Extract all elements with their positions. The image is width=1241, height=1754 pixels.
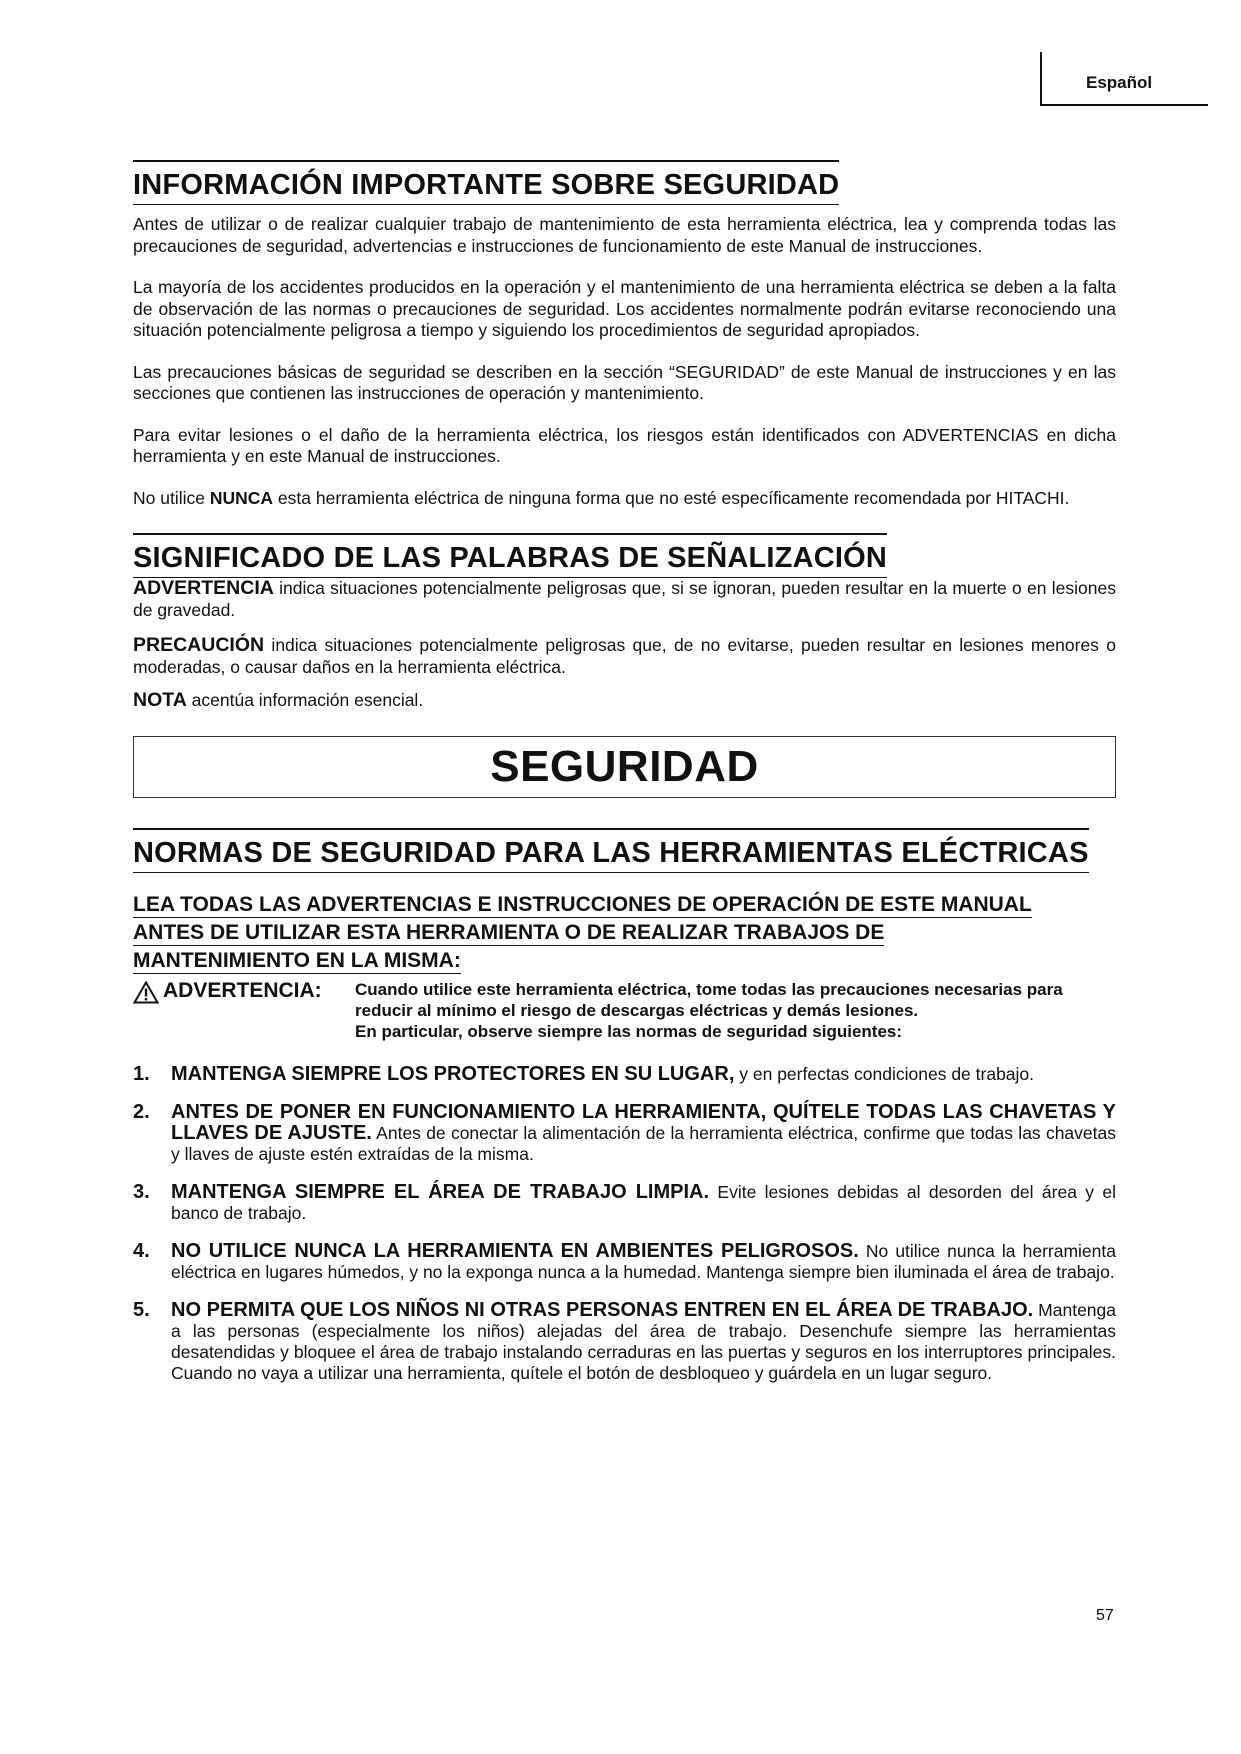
signal-item-nota: [133, 690, 1116, 712]
info-section-title: INFORMACIÓN IMPORTANTE SOBRE SEGURIDAD: [133, 160, 839, 205]
rule-text: Antes de conectar la alimentación de la herramienta eléctrica, confirme que todas las chavetas y llaves de ajuste estén extraídas de la misma.: [171, 1122, 1116, 1164]
rule-number: 5.: [133, 1298, 150, 1321]
signal-definition: indica situaciones potencialmente peligrosas que, si se ignoran, pueden resultar en la muerte o en lesiones de gravedad.: [133, 578, 1116, 620]
rule-lead: ANTES DE PONER EN FUNCIONAMIENTO LA HERRAMIENTA, QUÍTELE TODAS LAS CHAVETAS Y LLAVES DE AJUSTE.: [171, 1100, 1116, 1144]
list-item: [133, 1182, 1116, 1224]
rule-number: 2.: [133, 1100, 150, 1123]
rule-text: Mantenga a las personas (especialmente los niños) alejadas del área de trabajo. Desenchufe siempre las herramientas desatendidas y bloquee el área de trabajo instalando cerraduras en las puertas y seguros en los interruptores principales. Cuando no vaya a utilizar una herramienta, quítele el botón de desbloqueo y guárdela en un lugar seguro.: [171, 1299, 1116, 1383]
read-all-instructions: [133, 891, 1116, 975]
rule-lead: NO PERMITA QUE LOS NIÑOS NI OTRAS PERSONAS ENTREN EN EL ÁREA DE TRABAJO.: [171, 1298, 1034, 1321]
info-paragraph-last: [133, 488, 1116, 510]
list-item: [133, 1300, 1116, 1384]
text-fragment: No utilice: [133, 487, 210, 508]
text-fragment: esta herramienta eléctrica de ninguna forma que no esté específicamente recomendada por HITACHI.: [273, 487, 1070, 508]
read-all-line: LEA TODAS LAS ADVERTENCIAS E INSTRUCCIONES DE OPERACIÓN DE ESTE MANUAL: [133, 892, 1032, 916]
rule-lead: NO UTILICE NUNCA LA HERRAMIENTA EN AMBIENTES PELIGROSOS.: [171, 1239, 859, 1262]
list-item: [133, 1241, 1116, 1283]
rule-lead: MANTENGA SIEMPRE EL ÁREA DE TRABAJO LIMPIA.: [171, 1180, 710, 1203]
list-item: [133, 1102, 1116, 1165]
norms-section-title: NORMAS DE SEGURIDAD PARA LAS HERRAMIENTAS ELÉCTRICAS: [133, 828, 1089, 873]
info-section-body: [133, 214, 1116, 509]
emphasis-word: NUNCA: [209, 487, 274, 508]
signal-item-precaucion: [133, 635, 1116, 678]
rule-lead: MANTENGA SIEMPRE LOS PROTECTORES EN SU LUGAR,: [171, 1062, 735, 1085]
signal-word: PRECAUCIÓN: [133, 634, 265, 656]
warning-text: [355, 979, 1116, 1042]
rule-text: No utilice nunca la herramienta eléctrica en lugares húmedos, y no la exponga nunca a la humedad. Mantenga siempre bien iluminada el área de trabajo.: [171, 1240, 1116, 1282]
signal-definition: indica situaciones potencialmente peligrosas que, de no evitarse, pueden resultar en lesiones menores o moderadas, o causar daños en la herramienta eléctrica.: [133, 635, 1116, 677]
info-paragraph: Antes de utilizar o de realizar cualquier trabajo de mantenimiento de esta herramienta eléctrica, lea y comprenda todas las precauciones de seguridad, advertencias e instrucciones de funcionamiento de este Manual de instrucciones.: [133, 214, 1116, 256]
warning-triangle-icon: [133, 981, 159, 1004]
list-item: [133, 1064, 1116, 1085]
signal-section-title: SIGNIFICADO DE LAS PALABRAS DE SEÑALIZACIÓN: [133, 533, 887, 578]
rule-text: Evite lesiones debidas al desorden del área y el banco de trabajo.: [171, 1181, 1117, 1223]
page-content: [133, 160, 1116, 1401]
signal-word: ADVERTENCIA: [133, 577, 274, 599]
page-number: 57: [1096, 1607, 1114, 1624]
signal-item-advertencia: [133, 578, 1116, 621]
safety-rules-list: [133, 1064, 1116, 1384]
rule-text: y en perfectas condiciones de trabajo.: [734, 1063, 1035, 1084]
warning-block: [133, 979, 1116, 1042]
rule-number: 3.: [133, 1180, 150, 1203]
info-paragraph: La mayoría de los accidentes producidos en la operación y el mantenimiento de una herramienta eléctrica se deben a la falta de observación de las normas o precauciones de seguridad. Los accidentes normalmente podrán evitarse reconociendo una situación potencialmente peligrosa a tiempo y siguiendo los procedimientos de seguridad apropiados.: [133, 277, 1116, 340]
rule-number: 1.: [133, 1062, 150, 1085]
warning-label-group: [133, 979, 355, 1042]
info-paragraph: Las precauciones básicas de seguridad se describen en la sección “SEGURIDAD” de este Manual de instrucciones y en las secciones que contienen las instrucciones de operación y mantenimiento.: [133, 361, 1116, 403]
language-label: Español: [1086, 73, 1153, 92]
warning-label: ADVERTENCIA:: [163, 978, 322, 1002]
signal-definition: acentúa información esencial.: [186, 690, 424, 710]
read-all-line: ANTES DE UTILIZAR ESTA HERRAMIENTA O DE REALIZAR TRABAJOS DE: [133, 920, 885, 944]
language-tab: [1040, 52, 1208, 106]
warning-text-line: Cuando utilice este herramienta eléctrica, tome todas las precauciones necesarias para reducir al mínimo el riesgo de descargas eléctricas y demás lesiones.: [355, 979, 1063, 1020]
info-paragraph: Para evitar lesiones o el daño de la herramienta eléctrica, los riesgos están identificados con ADVERTENCIAS en dicha herramienta y en este Manual de instrucciones.: [133, 424, 1116, 466]
read-all-line: MANTENIMIENTO EN LA MISMA:: [133, 948, 461, 972]
signal-word: NOTA: [133, 689, 187, 711]
rule-number: 4.: [133, 1239, 150, 1262]
seguridad-banner: [133, 736, 1116, 798]
seguridad-banner-text: SEGURIDAD: [490, 741, 759, 791]
warning-text-line: En particular, observe siempre las normas de seguridad siguientes:: [355, 1021, 903, 1041]
